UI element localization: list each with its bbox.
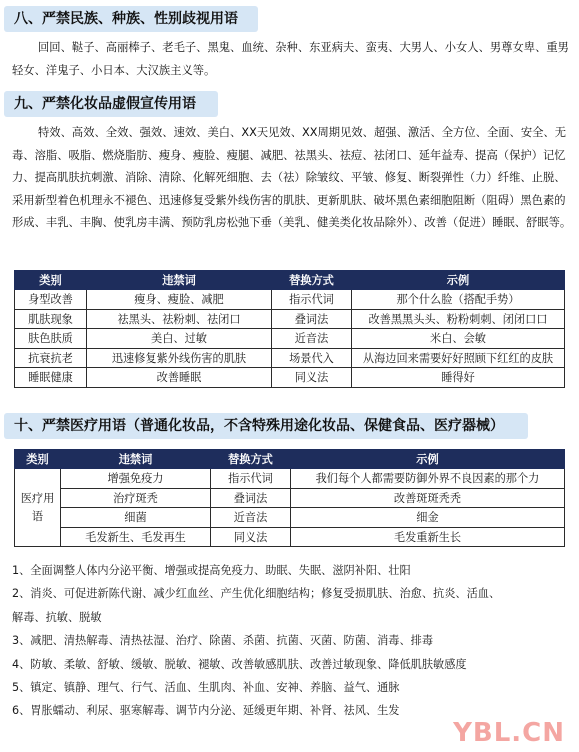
table-cell: 从海边回来需要好好照顾下红红的皮肤 [352,348,565,368]
section-9-body: 特效、高效、全效、强效、速效、美白、XX天见效、XX周期见效、超强、激活、全方位、全面、安全、无毒、溶脂、吸脂、燃烧脂肪、瘦身、瘦脸、瘦腿、减肥、祛黑头、祛痘、祛闭口、延年益寿、提高（保护）记忆力、提高肌肤抗刺激、消除、清除、化解死细胞、去（祛）除皱纹、平皱、修复、断裂弹性（力）纤维、止脱、采用新型着色机理永不褪色、迅速修复受紫外线伤害的肌肤、更新肌肤、破坏黑色素细胞阻断（阻碍）黑色素的形成、丰乳、丰胸、使乳房丰满、预防乳房松弛下垂（美乳、健美类化妆品除外）、改善（促进）睡眠、舒眠等。 [12,126,572,230]
table-cell: 改善睡眠 [87,368,272,388]
list-item: 6、胃胀蠕动、利尿、驱寒解毒、调节内分泌、延缓更年期、补肾、祛风、生发 [12,704,400,718]
category-cell: 医疗用语 [15,469,61,547]
table-row [15,368,565,388]
table-cell: 同义法 [272,368,352,388]
section-9-title: 九、严禁化妆品虚假宣传用语 [4,91,218,117]
table-header: 违禁词 [87,271,272,290]
table-header: 示例 [291,450,565,469]
table-row [15,309,565,329]
table-header: 替换方式 [272,271,352,290]
table-row [15,508,565,528]
table-cell: 改善黑黑头头、粉粉刺刺、闭闭口口 [352,309,565,329]
table-row [15,488,565,508]
table-cell: 抗衰抗老 [15,348,87,368]
table-cell: 同义法 [211,527,291,547]
table-row [15,527,565,547]
table-cell: 睡眠健康 [15,368,87,388]
table-cell: 瘦身、瘦脸、减肥 [87,290,272,310]
table-cell: 细金 [291,508,565,528]
table-cell: 细菌 [61,508,211,528]
list-item: 解毒、抗敏、脱敏 [12,610,102,624]
table-cell: 近音法 [211,508,291,528]
list-item: 2、消炎、可促进新陈代谢、减少红血丝、产生优化细胞结构；修复受损肌肤、治愈、抗炎、活血、 [12,587,501,601]
table-row [15,469,565,489]
section-9-table [14,270,565,388]
table-cell: 叠词法 [211,488,291,508]
table-cell: 增强免疫力 [61,469,211,489]
table-row [15,348,565,368]
table-cell: 美白、过敏 [87,329,272,349]
table-header: 类别 [15,271,87,290]
table-cell: 叠词法 [272,309,352,329]
table-header: 类别 [15,450,61,469]
table-cell: 睡得好 [352,368,565,388]
table-cell: 指示代词 [211,469,291,489]
section-8-title: 八、严禁民族、种族、性别歧视用语 [4,6,258,32]
list-item: 1、全面调整人体内分泌平衡、增强或提高免疫力、助眠、失眠、滋阴补阳、壮阳 [12,564,411,577]
table-cell: 肤色肤质 [15,329,87,349]
table-header: 违禁词 [61,450,211,469]
table-cell: 祛黑头、祛粉刺、祛闭口 [87,309,272,329]
list-item: 3、减肥、清热解毒、清热祛湿、治疗、除菌、杀菌、抗菌、灭菌、防菌、消毒、排毒 [12,634,434,648]
table-header: 示例 [352,271,565,290]
table-row [15,290,565,310]
table-row [15,329,565,349]
table-cell: 那个什么脸（搭配手势） [352,290,565,310]
section-10-table [14,449,565,547]
table-cell: 毛发重新生长 [291,527,565,547]
table-cell: 指示代词 [272,290,352,310]
table-cell: 改善斑斑秃秃 [291,488,565,508]
table-cell: 治疗斑秃 [61,488,211,508]
list-item: 5、镇定、镇静、理气、行气、活血、生肌肉、补血、安神、养脑、益气、通脉 [12,681,400,695]
table-cell: 场景代入 [272,348,352,368]
table-cell: 毛发新生、毛发再生 [61,527,211,547]
table-header: 替换方式 [211,450,291,469]
table-cell: 身型改善 [15,290,87,310]
table-cell: 迅速修复紫外线伤害的肌肤 [87,348,272,368]
table-cell: 肌肤现象 [15,309,87,329]
section-10-title: 十、严禁医疗用语（普通化妆品，不含特殊用途化妆品、保健食品、医疗器械） [4,413,528,439]
list-item: 4、防敏、柔敏、舒敏、缓敏、脱敏、褪敏、改善敏感肌肤、改善过敏现象、降低肌肤敏感度 [12,657,467,671]
watermark-logo: YBL.CN [453,718,565,748]
table-cell: 我们每个人都需要防御外界不良因素的那个力 [291,469,565,489]
section-10-list [12,559,572,723]
section-8-body: 回回、鞑子、高丽棒子、老毛子、黑鬼、血统、杂种、东亚病夫、蛮夷、大男人、小女人、男尊女卑、重男轻女、洋鬼子、小日本、大汉族主义等。 [12,41,569,77]
table-cell: 米白、会敏 [352,329,565,349]
table-cell: 近音法 [272,329,352,349]
